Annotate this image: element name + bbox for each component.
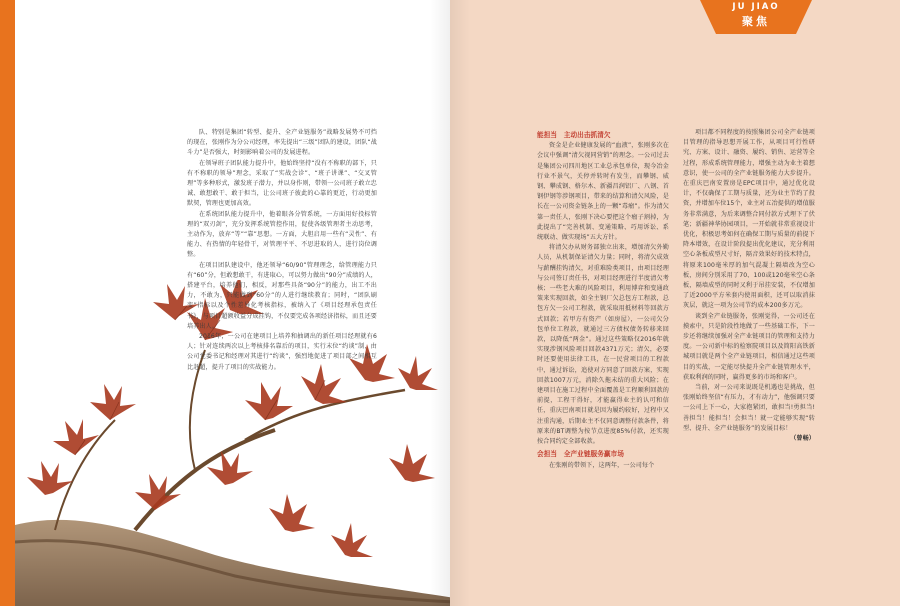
paragraph: 项目都不同程度的按照集团公司全产业链项目管理的指导思想开展工作，从项目可行性研究、方案、设计、融资、履约、销售、运营等全过程，形成系统管理能力，增强主动为业主着想意识，使一公司的全产业链服务能力大步提升。在重庆巴南安置房是EPC项目中，通过优化设计，不仅确保了工期与质量，还为业主节约了投资，并增加车位15个，业主对五冶提供的增值服务非常满意，为后来调整合同付款方式埋下了伏笔；新疆神华协园项目，一开始就非常重视设计优化，积极思考如何在确保工期与质量的前提下降本增效，在设计阶段提出优化建议，充分利用空心条板成型尺寸好，隔音效果好的技术特点，将原来100毫米厚的加气混凝土隔墙改为空心板，房间分别采用了70、100或120毫米空心条板，隔墙成型的同时又利于吊挂安装，不仅增加了近2000平方米套内使用面积，还可以取消抹灰层，就这一项为公司节约成本200多万元。 bbox=[683, 129, 815, 310]
section-subheading: 能担当 主动出击抓清欠 bbox=[537, 131, 611, 139]
author-credit: （曾畅） bbox=[790, 435, 815, 443]
left-article-column bbox=[187, 128, 377, 373]
paragraph: 谈到全产业链服务，张刚觉得，一公司还在摸索中，只是阶段性地做了一些基础工作，下一步还将继续加强对全产业链项目的管理和支持力度。一公司新中标的检察院项目以及简阳高铁新城项目就是两个全产业链项目，相信通过这些项目的实战，一定能尽快提升全产业链管理水平，获取利润的同时，赢得更多的市场和客户。 bbox=[683, 312, 815, 381]
paragraph: 将清欠办从财务部独立出来，增加清欠外勤人员，从机制保证清欠力量；同时，将清欠成效与薪酬挂钩清欠，对重难险类项目，由项目经理与公司签订责任书，对项目经理进行半度清欠考核；一些老大难的风险项目，利用博弈和变通政策来实现回款，如全主钢厂欠总包方工程款，总包方欠一公司工程款，就采取用抵材料等回款方式回款；若甲方有资产（如房屋），一公司欠分包单位工程款，就通过三方债权债务转移来回款，以降低“两金”。通过这些策略仅2016年就实现涉钢风险项目回款4371万元；清欠，必要时还要使用法律工具，在一民营项目的工程款中，通过诉讼，追使对方同意了回款方案，实现回款1007万元，消除久拖未结的重大风险；在建项目在施工过程中全面覆盖是工程顺利回款的前提，工程干得好，才能赢得业主的认可和信任，重庆巴南项目就是因为履约较好，过程中又注重沟通，后期业主不仅同意调整付款条件，将原来的BT调整为按节点进度85%付款，还实现按合同约定全部收款。 bbox=[537, 244, 669, 446]
paragraph: 在项目团队建设中，他还领导“60/90”管理理念，给管理能力只有“60”分，但敢想敢干，有进取心，可以努力做出“90分”成绩的人，搭建平台，培养他们，相反，对那些具备“90分”的能力，出工不出力，不敢为，只能做到“60分”的人进行继续教育；同时，“团队刷变”指标以及个性差异化考核指标，被纳入了《项目经理承包责任书》，与项目超额收益分成挂钩，不仅要完成各项经济指标，而且还要培养出人。 bbox=[187, 261, 377, 330]
section-tab bbox=[700, 0, 812, 34]
section-label-en: JU JIAO bbox=[732, 2, 780, 12]
right-article-column bbox=[683, 128, 815, 444]
paragraph: 在系统团队能力提升中，他着眼各分管系统，一方面用好投标管理的“双刃剑”，充分发挥系统管控作用，促使各级管理者主动思考，主动作为，放弃“等”“靠”思想。一方面，大胆启用一些有“灵性”、有能力、有热情的年轻骨干，对管理平平、不思进取的人，进行岗位调整。 bbox=[187, 210, 377, 259]
paragraph: 队、特别是集团“转型、提升、全产业链服务”战略发展势不可挡的现在，张刚作为分公司经理，率先提出“三级”团队的建设，团队“战斗力”是否强大，时刻影响着公司的发展进程。 bbox=[187, 129, 377, 157]
paragraph: 2016年，一公司在建项目上培养和抽调出的新任项目经理就有6人；针对连续两次以上考核排名靠后的项目，实行末位“约谈”制，由公司党委书记和经理对其进行“约谈”，强烈地促进了项目部之间相互比赶超，提升了项目的实战能力。 bbox=[187, 333, 377, 371]
right-page bbox=[450, 0, 900, 606]
paragraph: 资金是企业健康发展的“血液”，张刚多次在会议中强调“清欠视同营销”的理念。一公司过去是集团公司四川地区工业总承包单位，现今冶金行业不景气，关停并转时有发生，而攀钢、威钢、攀成钢、格尔木、新疆昌润铝厂、八钢、首钢伊钢等涉钢项目，带来的结算和清欠风险，是长在一公司资金链条上的一颗“毒瘤”。作为清欠第一责任人，张刚下决心要把这个瘤子割掉，为此提出了“完善机制、变通策略、巧用诉讼、系统联动、做实现场”五大方针。 bbox=[537, 142, 669, 242]
section-label-zh: 聚焦 bbox=[742, 15, 770, 28]
paragraph: 在张刚的带领下，这两年，一公司每个 bbox=[549, 461, 655, 469]
section-tab-text bbox=[700, 2, 812, 29]
section-subheading: 会担当 全产业链服务赢市场 bbox=[537, 450, 625, 459]
paragraph: 当前，对一公司来说既是机遇也是挑战，但张刚始终坚信“有压力，才有动力”，他强调只要一公司上下一心，大家抱紧团，敢担当!勇担当!善担当！能担当！会担当！就一定能够实现“转型、提升、全产业链服务”的发展目标！ bbox=[683, 384, 815, 432]
orange-edge-strip bbox=[0, 0, 15, 606]
middle-article-column bbox=[537, 128, 669, 471]
paragraph: 在领导班子团队能力提升中，他始终坚持“没有不称职的部下，只有不称职的领导”理念，采取了“实战会诊”、“班子讲课”、“交叉管理”等多种形式，激发班子潜力，并以身作则，带领一公司班子敢立忠诚、敢想敢干、敢于担当，让公司班子彼此的心靠的更近，行动更加默契，管理也更加高效。 bbox=[187, 159, 377, 208]
